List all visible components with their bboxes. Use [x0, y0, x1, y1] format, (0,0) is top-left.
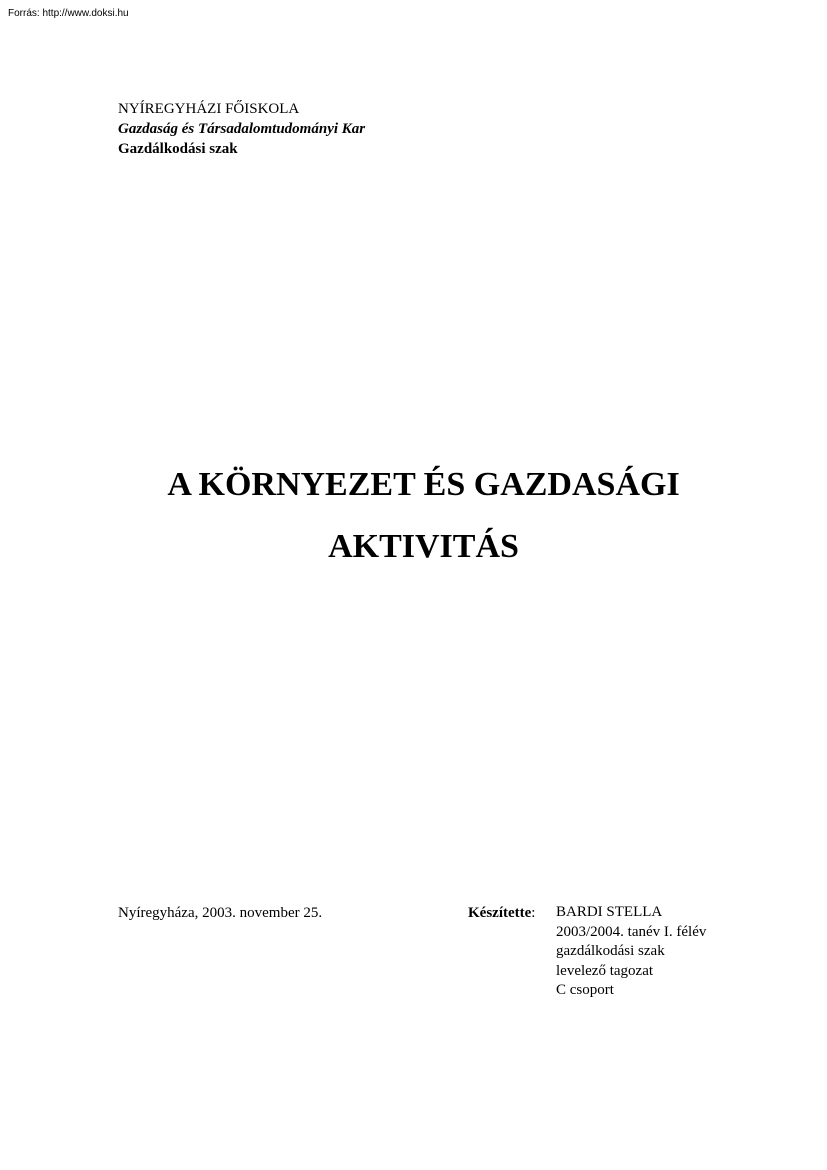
author-semester: 2003/2004. tanév I. félév [556, 923, 707, 940]
author-name: BARDI STELLA [556, 904, 663, 920]
author-study-mode: levelező tagozat [556, 962, 654, 979]
author-info [556, 903, 706, 1001]
faculty-name: Gazdaság és Társadalomtudományi Kar [118, 121, 366, 137]
author-group: C csoport [556, 982, 614, 998]
place-date: Nyíregyháza, 2003. november 25. [118, 905, 323, 921]
document-header [118, 99, 365, 159]
source-note: Forrás: http://www.doksi.hu [8, 8, 129, 19]
author-label [468, 903, 535, 923]
author-major: gazdálkodási szak [556, 943, 665, 959]
major-name: Gazdálkodási szak [118, 141, 238, 157]
document-title-line-2: AKTIVITÁS [328, 528, 519, 565]
author-label-text: Készítette [468, 905, 532, 921]
document-title-line-1: A KÖRNYEZET ÉS GAZDASÁGI [167, 466, 680, 503]
institution-name: NYÍREGYHÁZI FŐISKOLA [118, 101, 300, 117]
author-label-colon: : [531, 905, 536, 921]
